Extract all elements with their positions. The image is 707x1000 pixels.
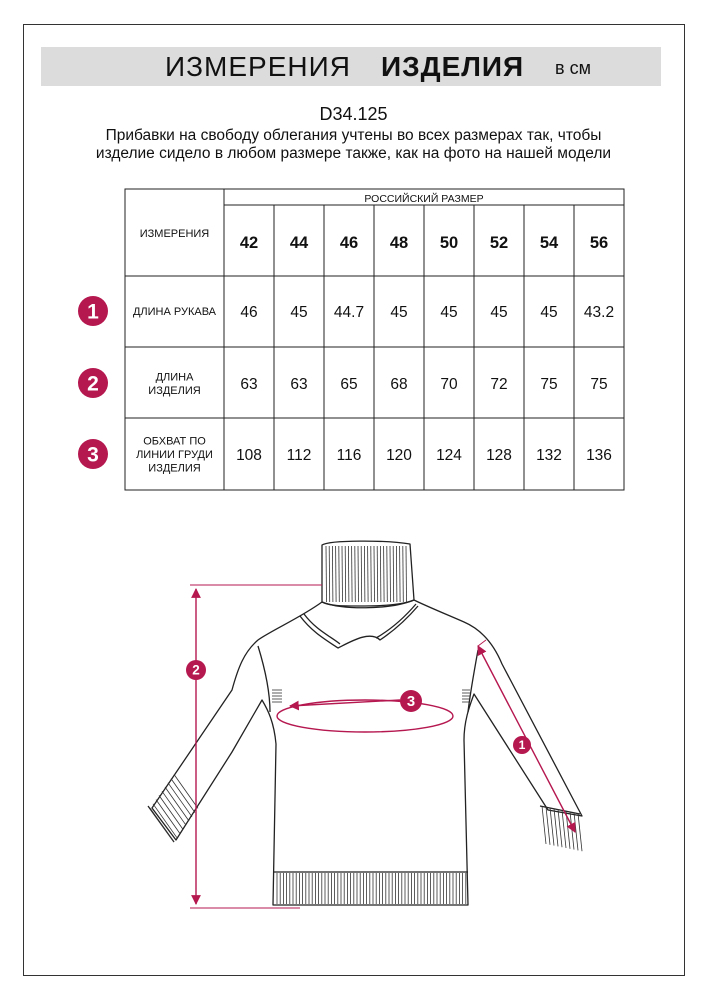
row-number: 2 (87, 372, 99, 396)
row-label: ОБХВАТ ПО (143, 435, 206, 448)
row-label: ЛИНИИ ГРУДИ (136, 449, 213, 461)
title-light: ИЗМЕРЕНИЯ (165, 51, 351, 82)
table-cell: 45 (490, 304, 508, 321)
fit-note: Прибавки на свободу облегания учтены во всех размерах так, чтобы изделие сидело в любом размере также, как на фото на нашей модели (95, 127, 612, 162)
size-header-50: 50 (439, 234, 459, 252)
diagram-marker-number: 2 (192, 662, 200, 678)
row-label: ДЛИНА (155, 371, 194, 384)
size-header-52: 52 (489, 234, 509, 252)
size-table (125, 189, 624, 490)
measurements-header: ИЗМЕРЕНИЯ (139, 228, 210, 240)
size-group-header: РОССИЙСКИЙ РАЗМЕР (364, 193, 484, 205)
table-cell: 108 (236, 447, 262, 464)
row-label: ИЗДЕЛИЯ (148, 462, 201, 475)
row-label: ДЛИНА РУКАВА (132, 306, 217, 318)
table-cell: 72 (490, 376, 508, 393)
table-cell: 65 (340, 376, 358, 393)
table-cell: 68 (390, 376, 408, 393)
table-cell: 63 (290, 376, 308, 393)
table-cell: 75 (540, 376, 558, 393)
table-cell: 43.2 (583, 304, 615, 321)
size-header-44: 44 (289, 234, 309, 252)
diagram-markers (186, 660, 531, 754)
row-label: ИЗДЕЛИЯ (148, 384, 201, 397)
size-header-42: 42 (239, 234, 259, 252)
table-cell: 45 (440, 304, 458, 321)
size-header-48: 48 (389, 234, 409, 252)
diagram-marker-number: 3 (406, 693, 416, 710)
table-cell: 45 (390, 304, 408, 321)
table-cell: 63 (240, 376, 258, 393)
units-label: в см (555, 58, 591, 78)
size-header-54: 54 (539, 234, 559, 252)
table-cell: 124 (436, 447, 462, 464)
diagram-marker-number: 1 (518, 738, 526, 753)
table-cell: 128 (486, 447, 512, 464)
size-header-46: 46 (339, 234, 359, 252)
table-cell: 116 (336, 447, 362, 464)
row-markers (78, 296, 108, 469)
title-bold: ИЗДЕЛИЯ (381, 51, 525, 82)
product-code: D34.125 (319, 104, 388, 124)
table-cell: 46 (240, 304, 258, 321)
size-header-56: 56 (589, 234, 609, 252)
table-cell: 70 (440, 376, 458, 393)
table-cell: 45 (290, 304, 308, 321)
table-cell: 112 (286, 447, 312, 464)
table-cell: 44.7 (333, 304, 365, 321)
table-cell: 132 (536, 447, 562, 464)
row-number: 3 (87, 443, 99, 467)
row-number: 1 (87, 300, 99, 324)
table-cell: 45 (540, 304, 558, 321)
table-cell: 75 (590, 376, 608, 393)
table-cell: 136 (586, 447, 612, 464)
table-cell: 120 (386, 447, 412, 464)
